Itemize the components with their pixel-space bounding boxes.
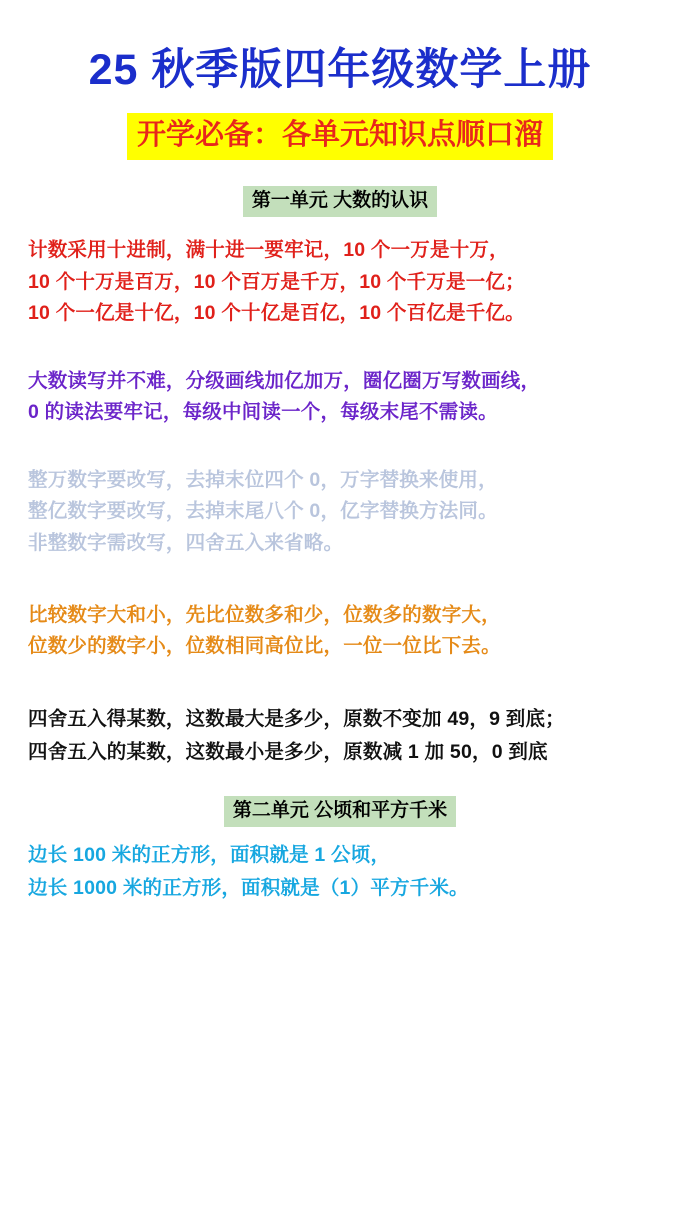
stanza-counting-system: [28, 235, 652, 330]
stanza-line: 整亿数字要改写，去掉末尾八个 0，亿字替换方法同。: [28, 500, 498, 523]
unit-heading-2: 第二单元 公顷和平方千米: [224, 796, 456, 827]
stanza-line: 四舍五入得某数，这数最大是多少，原数不变加 49，9 到底；: [28, 707, 565, 730]
stanza-rewriting: [28, 465, 652, 560]
stanza-line: 比较数字大和小，先比位数多和少，位数多的数字大，: [28, 603, 501, 626]
unit-heading-1: 第一单元 大数的认识: [243, 186, 437, 217]
stanza-line: 大数读写并不难，分级画线加亿加万，圈亿圈万写数画线，: [28, 369, 541, 392]
stanza-line: 计数采用十进制，满十进一要牢记，10 个一万是十万，: [28, 238, 509, 261]
stanza-line: 10 个一亿是十亿，10 个十亿是百亿，10 个百亿是千亿。: [28, 302, 525, 325]
stanza-line: 非整数字需改写，四舍五入来省略。: [28, 532, 344, 555]
stanza-reading-writing: [28, 366, 652, 429]
stanza-line: 边长 100 米的正方形，面积就是 1 公顷，: [28, 843, 391, 866]
stanza-line: 四舍五入的某数，这数最小是多少，原数减 1 加 50，0 到底: [28, 741, 548, 764]
stanza-line: 位数少的数字小，位数相同高位比，一位一位比下去。: [28, 635, 501, 658]
subtitle-highlight: 开学必备：各单元知识点顺口溜: [127, 113, 553, 160]
stanza-line: 边长 1000 米的正方形，面积就是（1）平方千米。: [28, 877, 469, 900]
subtitle-container: [28, 113, 652, 160]
stanza-line: 0 的读法要牢记，每级中间读一个，每级末尾不需读。: [28, 401, 498, 424]
page-title: 25 秋季版四年级数学上册: [88, 46, 592, 94]
stanza-comparing: [28, 600, 652, 663]
unit-heading-container-1: [28, 186, 652, 217]
unit-heading-container-2: [28, 796, 652, 827]
stanza-rounding: [28, 703, 652, 770]
stanza-line: 10 个十万是百万，10 个百万是千万，10 个千万是一亿；: [28, 270, 525, 293]
stanza-area-units: [28, 839, 652, 906]
stanza-line: 整万数字要改写，去掉末位四个 0，万字替换来使用，: [28, 468, 498, 491]
